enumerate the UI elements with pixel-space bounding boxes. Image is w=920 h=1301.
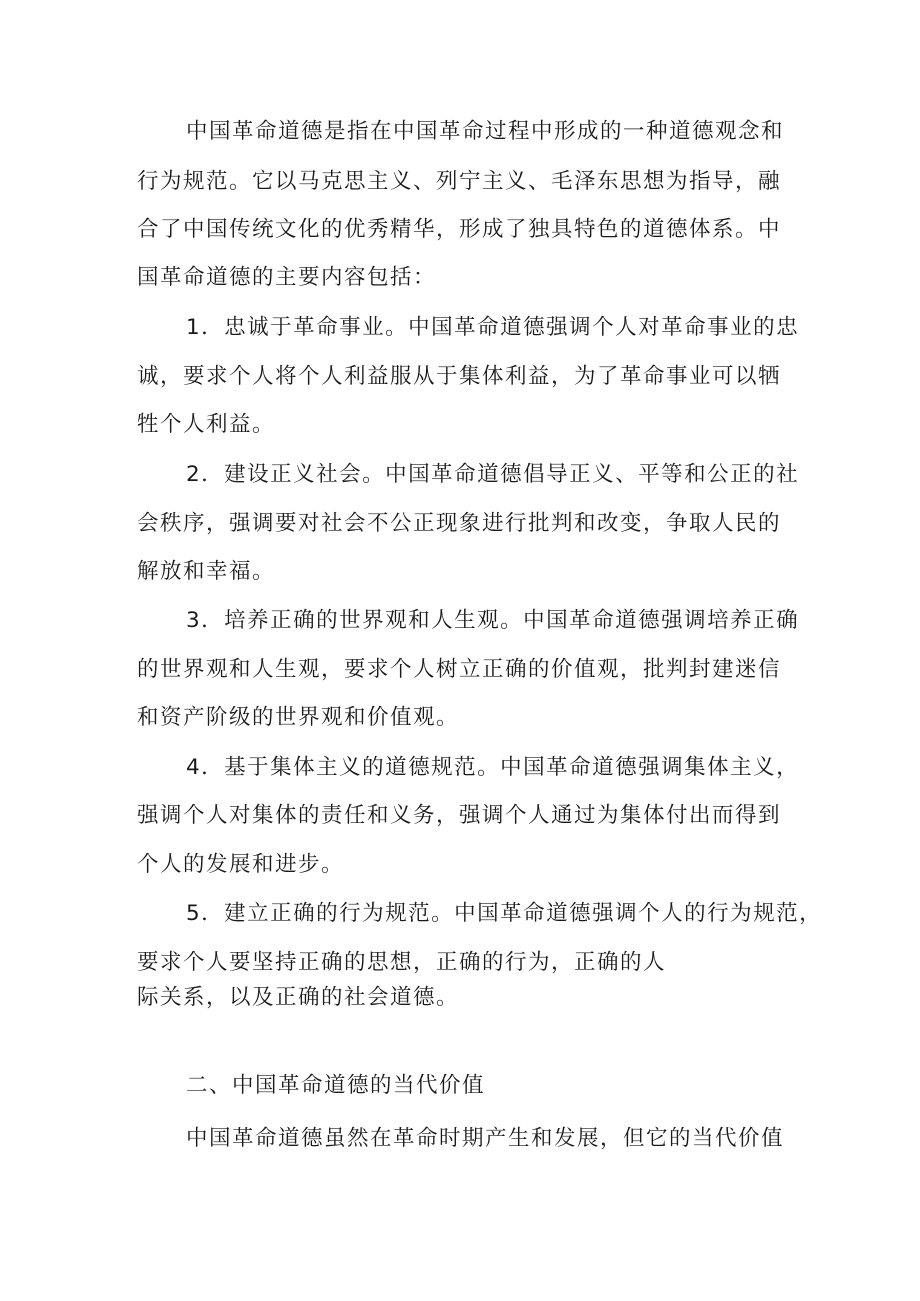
intro-line-4: 国革命道德的主要内容包括： bbox=[137, 265, 437, 290]
item-5-line-1: 5．建立正确的行为规范。中国革命道德强调个人的行为规范， bbox=[186, 901, 823, 926]
section-para-line-1: 中国革命道德虽然在革命时期产生和发展，但它的当代价值 bbox=[186, 1126, 785, 1151]
item-4-line-3: 个人的发展和进步。 bbox=[137, 852, 345, 877]
item-4-line-2: 强调个人对集体的责任和义务，强调个人通过为集体付出而得到 bbox=[137, 803, 782, 828]
intro-line-2: 行为规范。它以马克思主义、列宁主义、毛泽东思想为指导，融 bbox=[137, 169, 782, 194]
item-3-line-2: 的世界观和人生观，要求个人树立正确的价值观，批判封建迷信 bbox=[137, 657, 782, 682]
item-4-line-1: 4．基于集体主义的道德规范。中国革命道德强调集体主义， bbox=[186, 755, 800, 780]
intro-line-3: 合了中国传统文化的优秀精华，形成了独具特色的道德体系。中 bbox=[137, 217, 782, 242]
item-5-line-2: 要求个人要坚持正确的思想，正确的行为，正确的人 bbox=[137, 950, 667, 975]
item-3-line-1: 3．培养正确的世界观和人生观。中国革命道德强调培养正确 bbox=[186, 608, 800, 633]
item-1-line-3: 牲个人利益。 bbox=[137, 412, 276, 437]
item-5-line-3: 际关系，以及正确的社会道德。 bbox=[137, 985, 460, 1010]
intro-line-1: 中国革命道德是指在中国革命过程中形成的一种道德观念和 bbox=[186, 119, 785, 144]
item-2-line-1: 2．建设正义社会。中国革命道德倡导正义、平等和公正的社 bbox=[186, 462, 800, 487]
item-1-line-1: 1．忠诚于革命事业。中国革命道德强调个人对革命事业的忠 bbox=[186, 315, 800, 340]
item-2-line-2: 会秩序，强调要对社会不公正现象进行批判和改变，争取人民的 bbox=[137, 511, 782, 536]
section-heading: 二、中国革命道德的当代价值 bbox=[186, 1073, 486, 1098]
item-2-line-3: 解放和幸福。 bbox=[137, 559, 276, 584]
item-1-line-2: 诚，要求个人将个人利益服从于集体利益，为了革命事业可以牺 bbox=[137, 364, 782, 389]
item-3-line-3: 和资产阶级的世界观和价值观。 bbox=[137, 705, 460, 730]
